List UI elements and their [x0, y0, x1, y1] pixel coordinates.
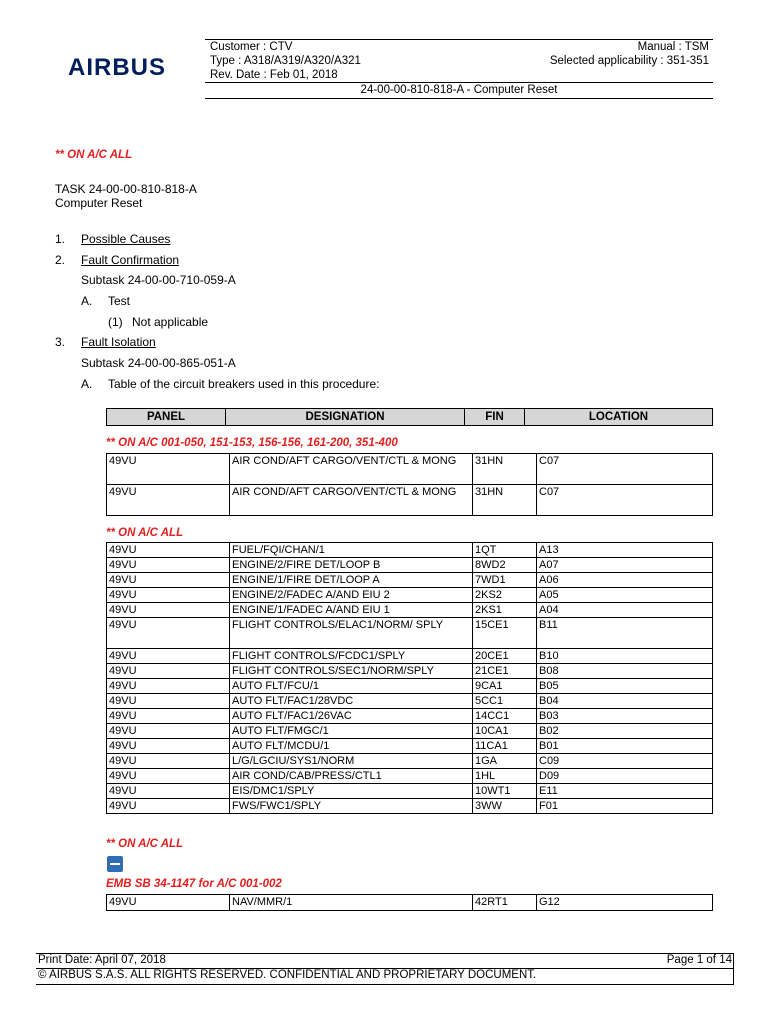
cell-panel: 49VU: [107, 454, 230, 485]
section-3-number: 3.: [55, 335, 66, 349]
cell-location: E11: [537, 784, 713, 799]
table-row: [107, 709, 713, 724]
cell-designation: AIR COND/AFT CARGO/VENT/CTL & MONG: [230, 485, 473, 516]
cell-fin: 3WW: [473, 799, 537, 814]
cell-panel: 49VU: [107, 799, 230, 814]
cell-location: C07: [537, 485, 713, 516]
footer-bottom-rule: [36, 984, 733, 985]
cell-location: B05: [537, 679, 713, 694]
cell-fin: 31HN: [473, 454, 537, 485]
cell-designation: FLIGHT CONTROLS/FCDC1/SPLY: [230, 649, 473, 664]
cell-designation: ENGINE/1/FIRE DET/LOOP A: [230, 573, 473, 588]
cell-location: A06: [537, 573, 713, 588]
print-date: Print Date: April 07, 2018: [38, 954, 166, 966]
cell-location: A05: [537, 588, 713, 603]
cell-panel: 49VU: [107, 769, 230, 784]
cell-designation: AUTO FLT/MCDU/1: [230, 739, 473, 754]
cell-location: F01: [537, 799, 713, 814]
cell-fin: 21CE1: [473, 664, 537, 679]
table-row: [107, 769, 713, 784]
cell-designation: FLIGHT CONTROLS/SEC1/NORM/SPLY: [230, 664, 473, 679]
cell-designation: FWS/FWC1/SPLY: [230, 799, 473, 814]
cell-fin: 2KS2: [473, 588, 537, 603]
cell-designation: ENGINE/1/FADEC A/AND EIU 1: [230, 603, 473, 618]
cell-fin: 1GA: [473, 754, 537, 769]
cell-panel: 49VU: [107, 709, 230, 724]
step-a1-label: Not applicable: [132, 315, 209, 329]
cell-designation: AUTO FLT/FCU/1: [230, 679, 473, 694]
subtask-865: Subtask 24-00-00-865-051-A: [81, 356, 236, 370]
table-row: [107, 679, 713, 694]
table-row: [107, 618, 713, 649]
cell-designation: ENGINE/2/FADEC A/AND EIU 2: [230, 588, 473, 603]
step-a-number: A.: [81, 294, 93, 308]
table-row: [107, 664, 713, 679]
cell-fin: 11CA1: [473, 739, 537, 754]
cell-designation: AUTO FLT/FMGC/1: [230, 724, 473, 739]
step-a1-number: (1): [108, 315, 123, 329]
cell-fin: 5CC1: [473, 694, 537, 709]
copyright: © AIRBUS S.A.S. ALL RIGHTS RESERVED. CONFIDENTIAL AND PROPRIETARY DOCUMENT.: [38, 969, 537, 981]
table-row: [107, 739, 713, 754]
table-row: [107, 588, 713, 603]
task-title: Computer Reset: [55, 196, 143, 210]
cell-location: B02: [537, 724, 713, 739]
cell-panel: 49VU: [107, 724, 230, 739]
table-row: [107, 694, 713, 709]
cell-location: B03: [537, 709, 713, 724]
table-row: [107, 799, 713, 814]
cell-fin: 20CE1: [473, 649, 537, 664]
step-a-label: Test: [108, 294, 131, 308]
table-row: [107, 558, 713, 573]
cell-designation: NAV/MMR/1: [230, 895, 473, 911]
table-row: [107, 454, 713, 485]
type-label: Type : A318/A319/A320/A321: [210, 55, 361, 67]
cell-location: A07: [537, 558, 713, 573]
cell-fin: 9CA1: [473, 679, 537, 694]
cell-fin: 2KS1: [473, 603, 537, 618]
table-row: [107, 784, 713, 799]
cell-panel: 49VU: [107, 784, 230, 799]
table-row: [107, 649, 713, 664]
task-id: TASK 24-00-00-810-818-A: [55, 182, 197, 196]
task-reference: 24-00-00-810-818-A - Computer Reset: [360, 84, 558, 96]
minus-icon[interactable]: [107, 856, 123, 872]
group3-applicability: ** ON A/C ALL: [106, 838, 184, 850]
cell-location: B08: [537, 664, 713, 679]
cell-fin: 1HL: [473, 769, 537, 784]
cell-designation: AUTO FLT/FAC1/26VAC: [230, 709, 473, 724]
cell-panel: 49VU: [107, 739, 230, 754]
group2-table: [106, 542, 713, 814]
cell-location: B11: [537, 618, 713, 649]
table-row: [107, 754, 713, 769]
cell-location: B01: [537, 739, 713, 754]
cell-designation: AUTO FLT/FAC1/28VDC: [230, 694, 473, 709]
table-row: [107, 543, 713, 558]
cell-fin: 42RT1: [473, 895, 537, 911]
airbus-logo: AIRBUS: [68, 54, 167, 81]
cell-fin: 14CC1: [473, 709, 537, 724]
cell-designation: EIS/DMC1/SPLY: [230, 784, 473, 799]
table-row: [107, 724, 713, 739]
cell-designation: L/G/LGCIU/SYS1/NORM: [230, 754, 473, 769]
section-2-number: 2.: [55, 253, 66, 267]
cell-location: B04: [537, 694, 713, 709]
cell-fin: 10CA1: [473, 724, 537, 739]
cell-location: B10: [537, 649, 713, 664]
header-location: LOCATION: [525, 409, 713, 426]
cell-location: A13: [537, 543, 713, 558]
cell-location: G12: [537, 895, 713, 911]
section-1-link[interactable]: Possible Causes: [81, 232, 171, 246]
cell-location: A04: [537, 603, 713, 618]
table-row: [107, 603, 713, 618]
step-3a-label: Table of the circuit breakers used in this procedure:: [108, 377, 380, 391]
cell-fin: 15CE1: [473, 618, 537, 649]
cell-panel: 49VU: [107, 618, 230, 649]
table-row: [107, 895, 713, 911]
cell-fin: 31HN: [473, 485, 537, 516]
cell-designation: ENGINE/2/FIRE DET/LOOP B: [230, 558, 473, 573]
header-bottom-rule: [205, 98, 713, 99]
group3-sb-note: EMB SB 34-1147 for A/C 001-002: [106, 878, 282, 890]
cell-fin: 8WD2: [473, 558, 537, 573]
cell-panel: 49VU: [107, 558, 230, 573]
cell-designation: FUEL/FQI/CHAN/1: [230, 543, 473, 558]
cell-panel: 49VU: [107, 649, 230, 664]
header-designation: DESIGNATION: [226, 409, 465, 426]
section-3-link[interactable]: Fault Isolation: [81, 335, 156, 349]
cell-fin: 1QT: [473, 543, 537, 558]
manual-label: Manual : TSM: [637, 41, 709, 53]
cell-panel: 49VU: [107, 664, 230, 679]
cell-panel: 49VU: [107, 573, 230, 588]
cell-panel: 49VU: [107, 754, 230, 769]
cell-location: D09: [537, 769, 713, 784]
subtask-710: Subtask 24-00-00-710-059-A: [81, 273, 236, 287]
cell-designation: FLIGHT CONTROLS/ELAC1/NORM/ SPLY: [230, 618, 473, 649]
cell-location: C09: [537, 754, 713, 769]
applicability-note: ** ON A/C ALL: [55, 149, 133, 161]
group3-table: [106, 894, 713, 911]
page-number: Page 1 of 14: [666, 954, 732, 966]
rev-date-label: Rev. Date : Feb 01, 2018: [210, 69, 338, 81]
step-3a-number: A.: [81, 377, 93, 391]
cell-panel: 49VU: [107, 895, 230, 911]
cell-fin: 7WD1: [473, 573, 537, 588]
table-row: [107, 573, 713, 588]
cell-designation: AIR COND/AFT CARGO/VENT/CTL & MONG: [230, 454, 473, 485]
header-panel: PANEL: [107, 409, 226, 426]
header-fin: FIN: [465, 409, 525, 426]
cell-location: C07: [537, 454, 713, 485]
cell-panel: 49VU: [107, 543, 230, 558]
table-header: [106, 408, 713, 426]
cell-panel: 49VU: [107, 485, 230, 516]
cell-panel: 49VU: [107, 603, 230, 618]
group1-applicability: ** ON A/C 001-050, 151-153, 156-156, 161-200, 351-400: [106, 437, 398, 449]
customer-label: Customer : CTV: [210, 41, 293, 53]
cell-panel: 49VU: [107, 588, 230, 603]
cell-panel: 49VU: [107, 694, 230, 709]
cell-panel: 49VU: [107, 679, 230, 694]
section-2-link[interactable]: Fault Confirmation: [81, 253, 180, 267]
group2-applicability: ** ON A/C ALL: [106, 527, 184, 539]
cell-designation: AIR COND/CAB/PRESS/CTL1: [230, 769, 473, 784]
group1-table: [106, 453, 713, 516]
footer-right-rule: [733, 953, 734, 985]
applicability-label: Selected applicability : 351-351: [549, 55, 709, 67]
section-1-number: 1.: [55, 232, 66, 246]
cell-fin: 10WT1: [473, 784, 537, 799]
table-row: [107, 485, 713, 516]
